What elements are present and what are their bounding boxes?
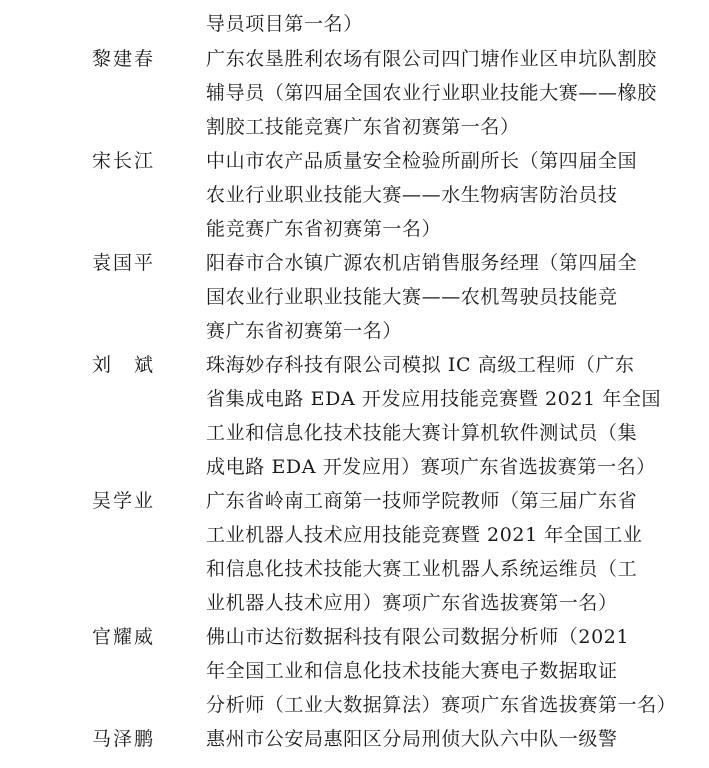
entry-line: 广东省岭南工商第一技师学院教师（第三届广东省 [206,490,638,512]
entry-name: 袁国平 [92,252,156,274]
entry-line: 和信息化技术技能大赛工业机器人系统运维员（工 [206,558,638,580]
entry-line: 工业和信息化技术技能大赛计算机软件测试员（集 [206,422,638,444]
intro-line: 导员项目第一名） [206,13,363,35]
entry-line: 珠海妙存科技有限公司模拟 IC 高级工程师（广东 [206,354,635,376]
entry-line: 业机器人技术应用）赛项广东省选拔赛第一名） [206,592,618,614]
entry-line: 国农业行业职业技能大赛——农机驾驶员技能竞 [206,286,618,308]
entry-name: 官耀威 [92,626,156,648]
entry-name: 马泽鹏 [92,728,156,750]
entry-line: 惠州市公安局惠阳区分局刑侦大队六中队一级警 [206,728,618,750]
entry-line: 中山市农产品质量安全检验所副所长（第四届全国 [206,150,638,172]
entry-line: 赛广东省初赛第一名） [206,320,403,342]
entry-name: 刘 斌 [92,354,156,376]
entry-line: 分析师（工业大数据算法）赛项广东省选拔赛第一名） [206,694,677,716]
entry-line: 省集成电路 EDA 开发应用技能竞赛暨 2021 年全国 [206,388,662,410]
entry-line: 阳春市合水镇广源农机店销售服务经理（第四届全 [206,252,638,274]
entry-line: 农业行业职业技能大赛——水生物病害防治员技 [206,184,618,206]
entry-line: 成电路 EDA 开发应用）赛项广东省选拔赛第一名） [206,456,656,478]
entry-line: 能竞赛广东省初赛第一名） [206,218,442,240]
entry-line: 广东农垦胜利农场有限公司四门塘作业区申坑队割胶 [206,48,657,70]
entry-line: 工业机器人技术应用技能竞赛暨 2021 年全国工业 [206,524,643,546]
entry-line: 割胶工技能竞赛广东省初赛第一名） [206,116,520,138]
entry-name: 吴学业 [92,490,156,512]
entry-line: 佛山市达衍数据科技有限公司数据分析师（2021 [206,626,630,648]
entry-line: 年全国工业和信息化技术技能大赛电子数据取证 [206,660,618,682]
entry-line: 辅导员（第四届全国农业行业职业技能大赛——橡胶 [206,82,657,104]
entry-name: 宋长江 [92,150,156,172]
entry-name: 黎建春 [92,48,156,70]
